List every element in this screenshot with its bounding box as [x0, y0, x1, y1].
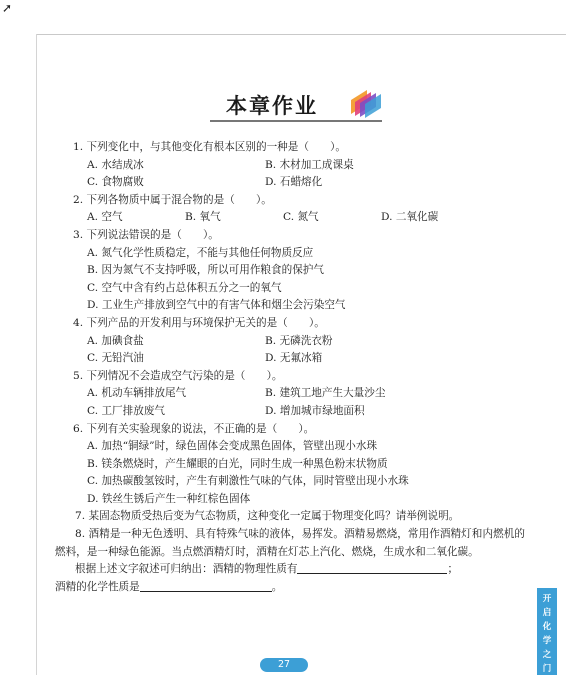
option: D. 工业生产排放到空气中的有害气体和烟尘会污染空气 [87, 299, 346, 312]
homework-content [55, 139, 525, 596]
side-tab-char: 开 [542, 594, 552, 604]
option: B. 氧气 [185, 211, 221, 224]
option: C. 加热碳酸氢铵时，产生有刺激性气味的气体，同时管壁出现小水珠 [87, 475, 409, 488]
option: C. 空气中含有约占总体积五分之一的氧气 [87, 281, 282, 294]
question-5-options-row-2 [55, 403, 525, 421]
question-2: 2. 下列各物质中属于混合物的是（ ）。 [73, 193, 272, 206]
side-tab-char: 之 [542, 650, 552, 660]
option: A. 氮气化学性质稳定，不能与其他任何物质反应 [87, 246, 314, 259]
option: C. 食物腐败 [87, 176, 144, 189]
option: B. 建筑工地产生大量沙尘 [265, 387, 386, 400]
option: D. 石蜡熔化 [265, 176, 323, 189]
question-3: 3. 下列说法错误的是（ ）。 [73, 228, 219, 241]
question-1-options-row-1 [55, 157, 525, 175]
option: B. 镁条燃烧时，产生耀眼的白光，同时生成一种黑色粉末状物质 [87, 457, 388, 470]
question-4: 4. 下列产品的开发利用与环境保护无关的是（ ）。 [73, 316, 325, 329]
question-1: 1. 下列变化中，与其他变化有根本区别的一种是（ ）。 [73, 141, 347, 153]
question-2-options-row [55, 209, 525, 227]
option: D. 无氟冰箱 [265, 352, 323, 365]
question-8: 8. 酒精是一种无色透明、具有特殊气味的液体，易挥发。酒精易燃烧，常用作酒精灯和内燃机的燃料，是一种绿色能源。当点燃酒精灯时，酒精在灯芯上汽化、燃烧，生成水和二氧化碳。 [55, 528, 525, 558]
option: C. 无铅汽油 [87, 352, 144, 365]
side-tab-char: 化 [542, 622, 552, 632]
option: D. 增加城市绿地面积 [265, 404, 365, 417]
option: D. 二氧化碳 [381, 211, 439, 224]
option: A. 水结成冰 [87, 158, 144, 171]
chapter-title: 本章作业 [226, 94, 318, 118]
question-7: 7. 某固态物质受热后变为气态物质，这种变化一定属于物理变化吗？请举例说明。 [75, 510, 460, 523]
option: B. 无磷洗衣粉 [265, 334, 333, 347]
answer-blank[interactable] [297, 562, 447, 574]
page-left-border [36, 34, 37, 675]
book-pages-icon [347, 84, 383, 120]
fill-end: ； [447, 563, 459, 576]
page-top-border [36, 34, 566, 35]
fill-end: 。 [271, 580, 283, 593]
question-8-fill-line-1 [55, 561, 525, 579]
mouse-cursor-icon: ➚ [2, 1, 13, 15]
option: D. 铁丝生锈后产生一种红棕色固体 [87, 492, 251, 505]
option: A. 加碘食盐 [87, 334, 144, 347]
question-1-options-row-2 [55, 174, 525, 192]
fill-prompt: 根据上述文字叙述可归纳出：酒精的物理性质有 [75, 563, 298, 576]
question-8-fill-line-2 [55, 579, 525, 597]
side-tab-char: 门 [542, 664, 552, 674]
question-5-options-row-1 [55, 385, 525, 403]
option: C. 工厂排放废气 [87, 404, 166, 417]
answer-blank[interactable] [140, 580, 272, 592]
chapter-side-tab [537, 588, 557, 675]
option: A. 加热“铜绿”时，绿色固体会变成黑色固体，管壁出现小水珠 [87, 440, 378, 453]
fill-prompt: 酒精的化学性质是 [55, 580, 140, 593]
page-number: 27 [260, 658, 308, 672]
option: A. 机动车辆排放尾气 [87, 387, 187, 400]
option: B. 木材加工成课桌 [265, 158, 354, 171]
option: A. 空气 [87, 211, 123, 224]
side-tab-char: 学 [542, 636, 552, 646]
option: B. 因为氮气不支持呼吸，所以可用作粮食的保护气 [87, 264, 324, 277]
title-underline [210, 120, 382, 122]
question-4-options-row-2 [55, 350, 525, 368]
question-5: 5. 下列情况不会造成空气污染的是（ ）。 [73, 369, 283, 382]
side-tab-char: 启 [542, 608, 552, 618]
question-6: 6. 下列有关实验现象的说法，不正确的是（ ）。 [73, 422, 315, 435]
option: C. 氮气 [283, 211, 319, 224]
question-4-options-row-1 [55, 333, 525, 351]
